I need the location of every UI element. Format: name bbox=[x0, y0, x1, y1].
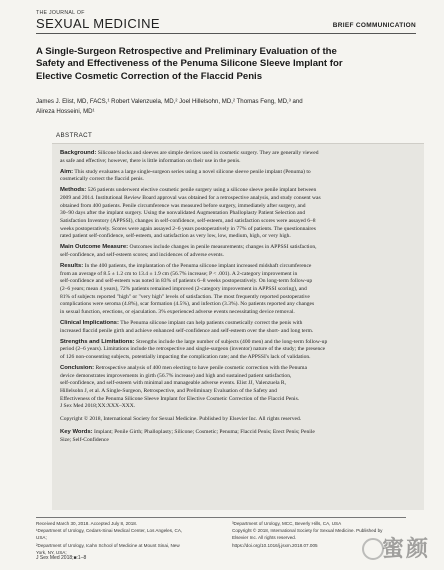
journal-reference: J Sex Med 2018;■:1–8 bbox=[36, 555, 87, 561]
abstract-text: 526 patients underwent elective cosmetic penile surgery using a silicone sleeve penile implant between bbox=[87, 187, 317, 194]
keywords bbox=[60, 429, 416, 444]
footer-line: Elsevier Inc. All rights reserved. bbox=[232, 535, 297, 541]
abstract-line bbox=[60, 388, 416, 396]
abstract-heading: Conclusion: bbox=[60, 364, 95, 371]
author-line: James J. Elist, MD, FACS,¹ Robert Valenzuela, MD,² Joel Hillelsohn, MD,² Thomas Feng, MD,³ and bbox=[36, 98, 303, 105]
abstract-line bbox=[60, 301, 416, 309]
abstract-text: period (2–6 years). Limitations include the retrospective and single-surgeon (inventor) nature of the study; the presence bbox=[60, 346, 326, 353]
abstract-box bbox=[52, 143, 424, 510]
abstract-heading: Strengths and Limitations: bbox=[60, 338, 135, 345]
author-list bbox=[36, 97, 416, 117]
abstract-text: Retrospective analysis of 400 men electing to have penile cosmetic correction with the Penuma bbox=[95, 364, 307, 371]
abstract-text: self-confidence, and self-esteem with minimal and manageable adverse events. Elist JJ, Valenzuela R, bbox=[60, 380, 287, 387]
title-line: Elective Cosmetic Correction of the Flaccid Penis bbox=[36, 70, 263, 82]
abstract-section bbox=[60, 365, 416, 411]
journal-name: SEXUAL MEDICINE bbox=[36, 16, 160, 31]
abstract-section bbox=[60, 169, 416, 184]
abstract-section bbox=[60, 263, 416, 317]
footer-line: USA; bbox=[36, 535, 47, 541]
abstract-line bbox=[60, 218, 416, 226]
abstract-text: 81% of subjects reported "high" or "very high" levels of satisfaction. The most frequently reported postoperative bbox=[60, 293, 310, 300]
abstract-line bbox=[60, 396, 416, 404]
footer-rule bbox=[36, 517, 406, 518]
footer-line: ¹Department of Urology, Cedars-Sinai Medical Center, Los Angeles, CA, bbox=[36, 528, 183, 534]
abstract-text: in sexual function, erections, or ejaculation. 3% experienced adverse events necessitating device removal. bbox=[60, 309, 295, 316]
abstract-text: as safe and effective; however, there is little information on their use in the penis. bbox=[60, 157, 241, 164]
abstract-section bbox=[60, 339, 416, 362]
abstract-heading: Main Outcome Measure: bbox=[60, 244, 129, 251]
abstract-text: Outcomes include changes in penile measurements; changes in APPSSI satisfaction, bbox=[129, 244, 317, 251]
abstract-line bbox=[60, 286, 416, 294]
abstract-text: cosmetically correct the flaccid penis. bbox=[60, 176, 144, 183]
abstract-section bbox=[60, 320, 416, 335]
footer-affiliations bbox=[36, 520, 216, 556]
header-rule bbox=[36, 33, 416, 34]
abstract-text: The Penuma silicone implant can help patients cosmetically correct the penis with bbox=[120, 320, 303, 326]
abstract-text: complications were seroma (4.8%), scar formation (4.5%), and infection (3.3%). No patients reported any changes bbox=[60, 301, 315, 308]
footer-line: Received March 30, 2018. Accepted July 8, 2018. bbox=[36, 521, 138, 526]
abstract-line bbox=[60, 380, 416, 388]
abstract-line bbox=[60, 328, 416, 336]
abstract-heading: Background: bbox=[60, 150, 97, 156]
abstract-line bbox=[60, 278, 416, 286]
abstract-text: device demonstrates improvements in girth (56.7% increase) and high and sustained patient satisfaction, bbox=[60, 372, 292, 379]
abstract-line bbox=[60, 354, 416, 362]
abstract-line bbox=[60, 187, 416, 195]
abstract-line bbox=[60, 309, 416, 317]
abstract-text: 30–90 days after the implant surgery. Using the nonvalidated Augmentation Phalloplasty Patient Selection and bbox=[60, 210, 306, 217]
abstract-heading: Methods: bbox=[60, 187, 87, 194]
abstract-line bbox=[60, 320, 416, 328]
abstract-line bbox=[60, 244, 416, 252]
abstract-text: from an average of 8.5 ± 1.2 cm to 13.4 ± 1.9 cm (56.7% increase; P < .001). A 2-category improvement in bbox=[60, 270, 298, 277]
abstract-text: self-confidence and self-esteem was noted in 83% of patients 6–8 weeks postoperatively. On long-term follow-up bbox=[60, 278, 313, 285]
keywords-line bbox=[60, 429, 416, 437]
abstract-text: 2009 and 2014. Institutional Review Board approval was obtained for a retrospective analysis, and study consent was bbox=[60, 194, 321, 201]
abstract-text: Effectiveness of the Penuma Silicone Sleeve Implant for Elective Cosmetic Correction of the Flaccid Penis. bbox=[60, 395, 300, 402]
watermark-logo-icon bbox=[362, 538, 384, 560]
abstract-label: ABSTRACT bbox=[56, 132, 93, 139]
abstract-text: (2–6 years; mean 4 years), 72% patients remained improved (2-category improvement in APPSSI scoring), and bbox=[60, 286, 307, 292]
abstract-line bbox=[60, 365, 416, 373]
abstract-line bbox=[60, 158, 416, 166]
abstract-text: weeks postoperatively. Scores were again assayed 2–6 years postoperatively in 77% of patients. The questionnaires bbox=[60, 225, 316, 232]
article-title bbox=[36, 46, 396, 83]
abstract-text: Strengths include the large number of subjects (400 men) and the long-term follow-up bbox=[136, 338, 328, 345]
abstract-text: obtained from 400 patients. Penile circumference was measured before surgery, immediately after surgery, and bbox=[60, 202, 306, 209]
abstract-text: Silicone blocks and sleeves are simple devices used in cosmetic surgery. They are generally viewed bbox=[97, 150, 319, 156]
footer-line: Copyright © 2018, International Society for Sexual Medicine. Published by bbox=[232, 528, 383, 534]
footer-line: ³Department of Urology, MCC, Beverly Hills, CA, USA bbox=[232, 521, 342, 526]
journal-prefix: THE JOURNAL OF bbox=[36, 10, 85, 16]
abstract-heading: Clinical Implications: bbox=[60, 320, 119, 326]
abstract-text: self-confidence, and self-esteem scores; and incidences of adverse events. bbox=[60, 252, 224, 258]
keywords-line bbox=[60, 437, 416, 445]
abstract-text: In the 400 patients, the implantation of the Penuma silicone implant increased midshaft circumference bbox=[84, 262, 312, 269]
abstract-line bbox=[60, 233, 416, 241]
watermark-text: 蜜颜 bbox=[381, 537, 430, 562]
watermark bbox=[360, 526, 438, 564]
title-line: A Single-Surgeon Retrospective and Preliminary Evaluation of the bbox=[36, 46, 337, 57]
abstract-line bbox=[60, 210, 416, 218]
keywords-heading: Key Words: bbox=[60, 428, 93, 435]
footer-line: York, NY, USA; bbox=[36, 549, 67, 555]
keywords-text: Implant; Penile Girth; Phalloplasty; Silicone; Cosmetic; Penuma; Flaccid Penis; Erect Penis; Penile bbox=[94, 428, 315, 435]
author-line: Alireza Hosseini, MD¹ bbox=[36, 108, 95, 115]
abstract-line bbox=[60, 263, 416, 271]
abstract-text: rated patient self-confidence, self-esteem, and satisfaction as very low, low, medium, high, or very high. bbox=[60, 233, 291, 240]
abstract-section bbox=[60, 244, 416, 259]
keywords-text: Size; Self-Confidence bbox=[60, 436, 109, 443]
abstract-copyright: Copyright © 2018, International Society for Sexual Medicine. Published by Elsevier Inc. All rights reserved. bbox=[60, 416, 302, 423]
abstract-body bbox=[60, 150, 416, 447]
abstract-line bbox=[60, 252, 416, 260]
footer-line: ²Department of Urology, Icahn School of Medicine at Mount Sinai, New bbox=[36, 542, 180, 548]
abstract-line bbox=[60, 403, 416, 411]
abstract-text: increased flaccid penile girth and achieve enhanced self-confidence and self-esteem over the short- and long term. bbox=[60, 327, 314, 334]
doi-link[interactable]: https://doi.org/10.1016/j.jsxm.2018.07.005 bbox=[232, 542, 318, 548]
abstract-heading: Aim: bbox=[60, 168, 74, 175]
abstract-text: of 126 non-consenting subjects, potentially impacting the complication rate; and the APPSSI's lack of validation. bbox=[60, 354, 311, 360]
abstract-line bbox=[60, 346, 416, 354]
abstract-text: J Sex Med 2018;XX:XXX–XXX. bbox=[60, 403, 136, 410]
abstract-section bbox=[60, 150, 416, 165]
article-type: BRIEF COMMUNICATION bbox=[332, 22, 416, 29]
abstract-section bbox=[60, 187, 416, 241]
abstract-text: Satisfaction Inventory (APPSSI), changes in self-confidence, self-esteem, and satisfaction scores were assayed 6–8 bbox=[60, 218, 316, 224]
abstract-text: Hillelsohn J, et al. A Single-Surgeon, Retrospective, and Preliminary Evaluation of the Safety and bbox=[60, 388, 277, 394]
abstract-heading: Results: bbox=[60, 262, 84, 269]
title-line: Safety and Effectiveness of the Penuma Silicone Sleeve Implant for bbox=[36, 58, 343, 70]
abstract-line bbox=[60, 150, 416, 158]
abstract-line bbox=[60, 176, 416, 184]
abstract-line bbox=[60, 195, 416, 203]
abstract-text: This study evaluates a large single-surgeon series using a novel silicone sleeve penile implant (Penuma) to bbox=[74, 168, 311, 175]
